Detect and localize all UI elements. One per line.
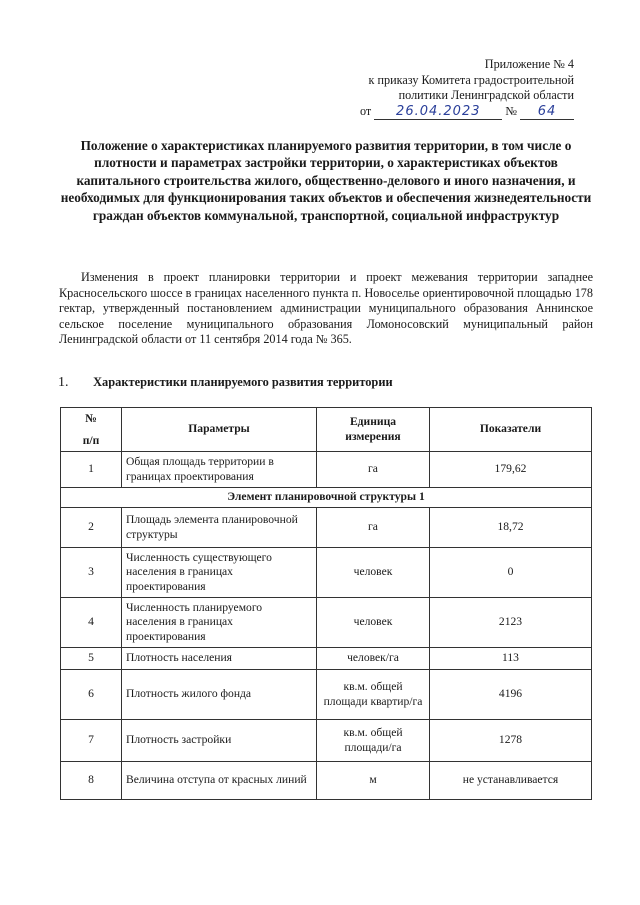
appendix-date-line xyxy=(294,104,574,121)
characteristics-table xyxy=(60,407,592,800)
table-row: 7 Плотность застройки кв.м. общей площади/га 1278 xyxy=(61,720,592,762)
handwritten-number: 64 xyxy=(520,104,574,121)
date-prefix: от xyxy=(359,103,372,118)
table-row: 3 Численность существующего населения в границах проектирования человек 0 xyxy=(61,548,592,598)
handwritten-date: 26.04.2023 xyxy=(374,104,502,121)
section-number: 1. xyxy=(58,375,69,390)
appendix-line-2: к приказу Комитета градостроительной xyxy=(368,72,574,87)
appendix-block xyxy=(294,57,574,120)
table-row: 4 Численность планируемого населения в границах проектирования человек 2123 xyxy=(61,598,592,648)
header-value: Показатели xyxy=(430,408,592,452)
table-row: 6 Плотность жилого фонда кв.м. общей площади квартир/га 4196 xyxy=(61,670,592,720)
header-number: № п/п xyxy=(61,408,122,452)
number-prefix: № xyxy=(505,103,517,118)
document-title: Положение о характеристиках планируемого развития территории, в том числе о плотности и параметрах застройки территории, о характеристиках объектов капитального строительства жилого, общественно-делового и иного назначения, и необходимых для функционирования таких объектов и обеспечения жизнедеятельности граждан объектов коммунальной, транспортной, социальной инфраструктур xyxy=(60,138,592,223)
section-heading xyxy=(58,375,393,391)
header-params: Параметры xyxy=(122,408,317,452)
table-group-row xyxy=(61,488,592,508)
table-row: 5 Плотность населения человек/га 113 xyxy=(61,648,592,670)
table-row: 8 Величина отступа от красных линий м не устанавливается xyxy=(61,762,592,800)
table-header-row xyxy=(61,408,592,452)
intro-paragraph: Изменения в проект планировки территории и проект межевания территории западнее Красносельского шоссе в границах населенного пункта п. Новоселье ориентировочной площадью 178 гектар, утвержденный постановлением администрации муниципального образования Аннинское сельское поселение муниципального образования Ломоносовский муниципальный район Ленинградской области от 11 сентября 2014 года № 365. xyxy=(59,270,593,347)
table-row: 2 Площадь элемента планировочной структуры га 18,72 xyxy=(61,508,592,548)
table-row: 1 Общая площадь территории в границах проектирования га 179,62 xyxy=(61,452,592,488)
section-title: Характеристики планируемого развития территории xyxy=(93,375,393,389)
group-label: Элемент планировочной структуры 1 xyxy=(61,488,592,508)
appendix-line-3: политики Ленинградской области xyxy=(398,88,574,102)
appendix-line-1: Приложение № 4 xyxy=(484,57,574,71)
header-unit: Единица измерения xyxy=(317,408,430,452)
